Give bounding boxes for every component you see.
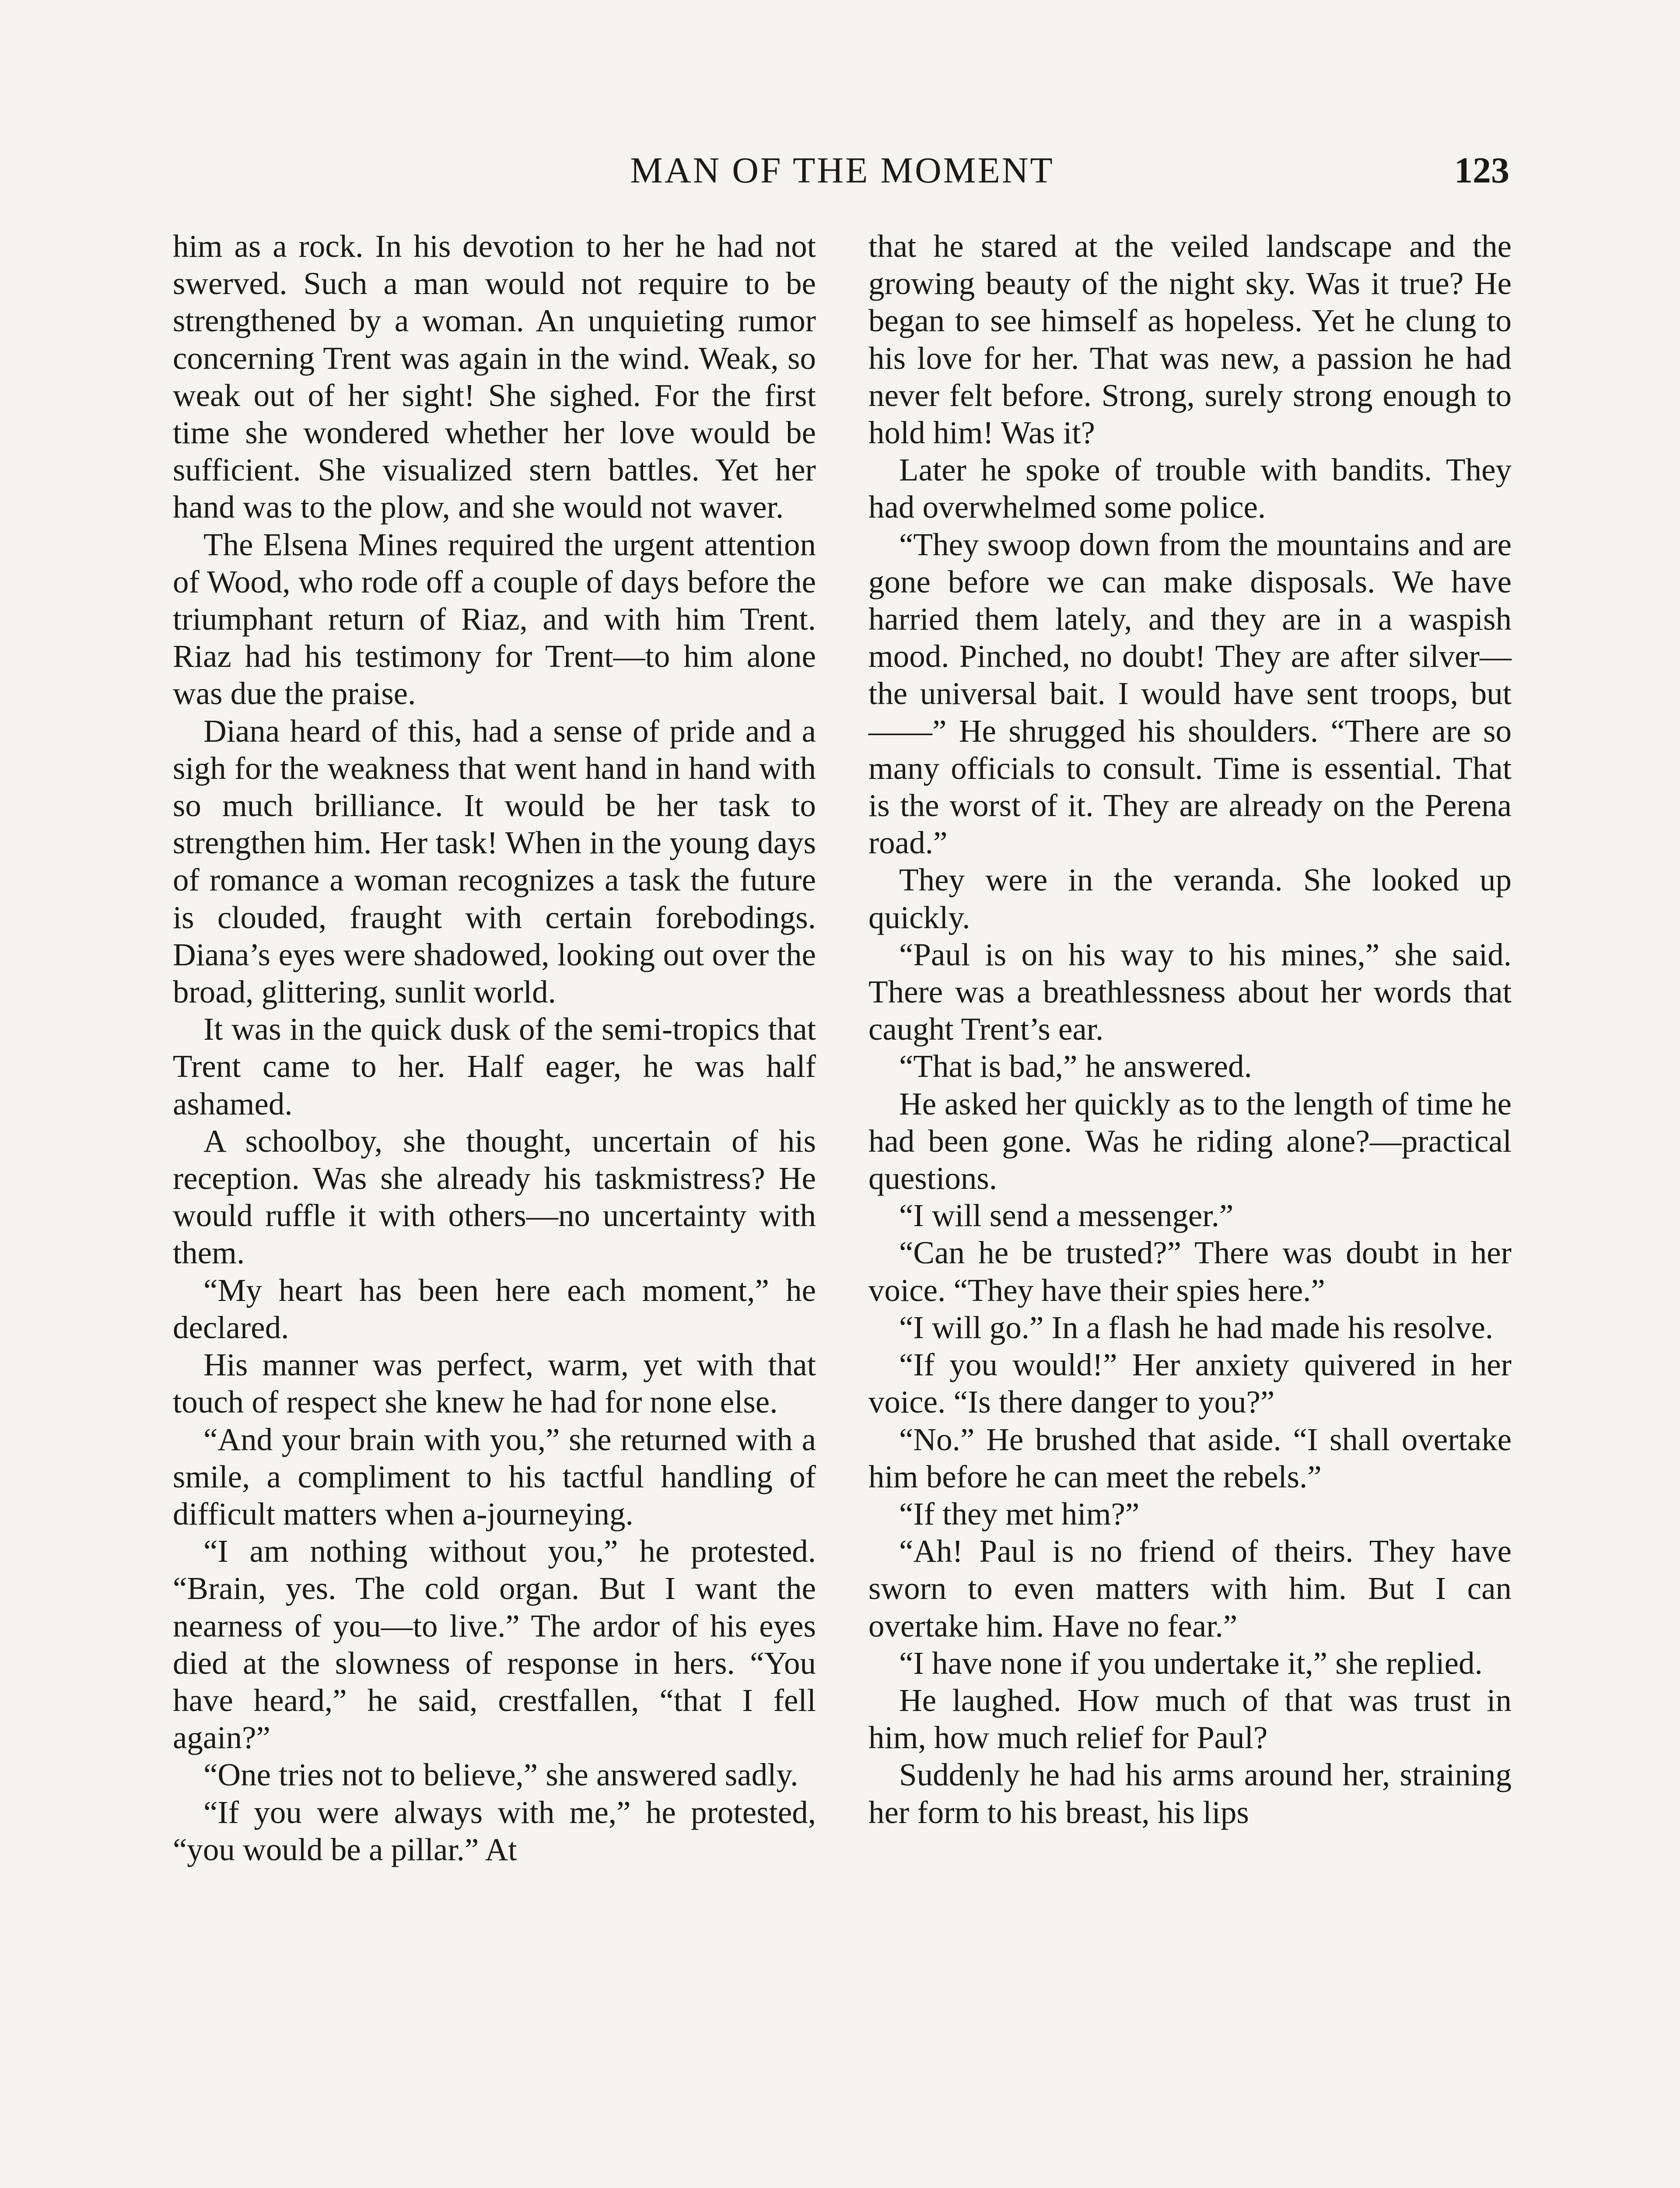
paragraph: Later he spoke of trouble with bandits. They had overwhelmed some police. [868,452,1512,525]
text-column-right [868,228,1512,1831]
paragraph: “I will send a messenger.” [899,1198,1234,1234]
paragraph: “If you would!” Her anxiety quivered in her voice. “Is there danger to you?” [868,1347,1512,1420]
paragraph: “If you were always with me,” he protested, “you would be a pillar.” At [173,1794,816,1867]
paragraph: him as a rock. In his devotion to her he had not swerved. Such a man would not require to be strengthened by a woman. An unquieting rumor concerning Trent was again in the wind. Weak, so weak out of her sight! She sighed. For the first time she wondered whether her love would be sufficient. She visualized stern battles. Yet her hand was to the plow, and she would not waver. [173,228,816,525]
paragraph: Suddenly he had his arms around her, straining her form to his breast, his lips [868,1757,1512,1830]
paragraph: “Paul is on his way to his mines,” she said. There was a breathlessness about her words that caught Trent’s ear. [868,936,1512,1047]
paragraph: “If they met him?” [899,1496,1140,1532]
paragraph: “I am nothing without you,” he protested. “Brain, yes. The cold organ. But I want the nearness of you—to live.” The ardor of his eyes died at the slowness of response in hers. “You have heard,” he said, crestfallen, “that I fell again?” [173,1533,816,1756]
paragraph: “And your brain with you,” she returned with a smile, a compliment to his tactful handling of difficult matters when a-journeying. [173,1421,816,1532]
paragraph: A schoolboy, she thought, uncertain of his reception. Was she already his taskmistress? He would ruffle it with others—no uncertainty with them. [173,1123,816,1271]
paragraph: Diana heard of this, had a sense of pride and a sigh for the weakness that went hand in hand with so much brilliance. It would be her task to strengthen him. Her task! When in the young days of romance a woman recognizes a task the future is clouded, fraught with certain forebodings. Diana’s eyes were shadowed, looking out over the broad, glittering, sunlit world. [173,713,816,1010]
running-title: MAN OF THE MOMENT [630,150,1054,191]
paragraph: “No.” He brushed that aside. “I shall overtake him before he can meet the rebels.” [868,1421,1512,1494]
paragraph: They were in the veranda. She looked up quickly. [868,862,1512,935]
paragraph: “I have none if you undertake it,” she replied. [899,1645,1483,1681]
paragraph: “Can he be trusted?” There was doubt in her voice. “They have their spies here.” [868,1235,1512,1308]
page-number: 123 [1454,150,1509,191]
paragraph: “They swoop down from the mountains and are gone before we can make disposals. We have harried them lately, and they are in a waspish mood. Pinched, no doubt! They are after silver—the universal bait. I would have sent troops, but——” He shrugged his shoulders. “There are so many officials to consult. Time is essential. That is the worst of it. They are already on the Perena road.” [868,526,1512,861]
paragraph: “I will go.” In a flash he had made his resolve. [899,1309,1494,1345]
paragraph: “Ah! Paul is no friend of theirs. They have sworn to even matters with him. But I can overtake him. Have no fear.” [868,1533,1512,1644]
paragraph: He laughed. How much of that was trust in him, how much relief for Paul? [868,1682,1512,1756]
page-header [175,144,1509,197]
text-column-left [173,228,816,1868]
paragraph: that he stared at the veiled landscape and the growing beauty of the night sky. Was it true? He began to see himself as hopeless. Yet he clung to his love for her. That was new, a passion he had never felt before. Strong, surely strong enough to hold him! Was it? [868,228,1512,451]
paragraph: The Elsena Mines required the urgent attention of Wood, who rode off a couple of days before the triumphant return of Riaz, and with him Trent. Riaz had his testimony for Trent—to him alone was due the praise. [173,526,816,712]
paragraph: “That is bad,” he answered. [899,1048,1252,1084]
paragraph: His manner was perfect, warm, yet with that touch of respect she knew he had for none else. [173,1347,816,1420]
paragraph: “One tries not to believe,” she answered sadly. [203,1757,798,1793]
paragraph: It was in the quick dusk of the semi-tropics that Trent came to her. Half eager, he was half ashamed. [173,1011,816,1122]
paragraph: “My heart has been here each moment,” he declared. [173,1272,816,1345]
paragraph: He asked her quickly as to the length of time he had been gone. Was he riding alone?—practical questions. [868,1086,1512,1196]
